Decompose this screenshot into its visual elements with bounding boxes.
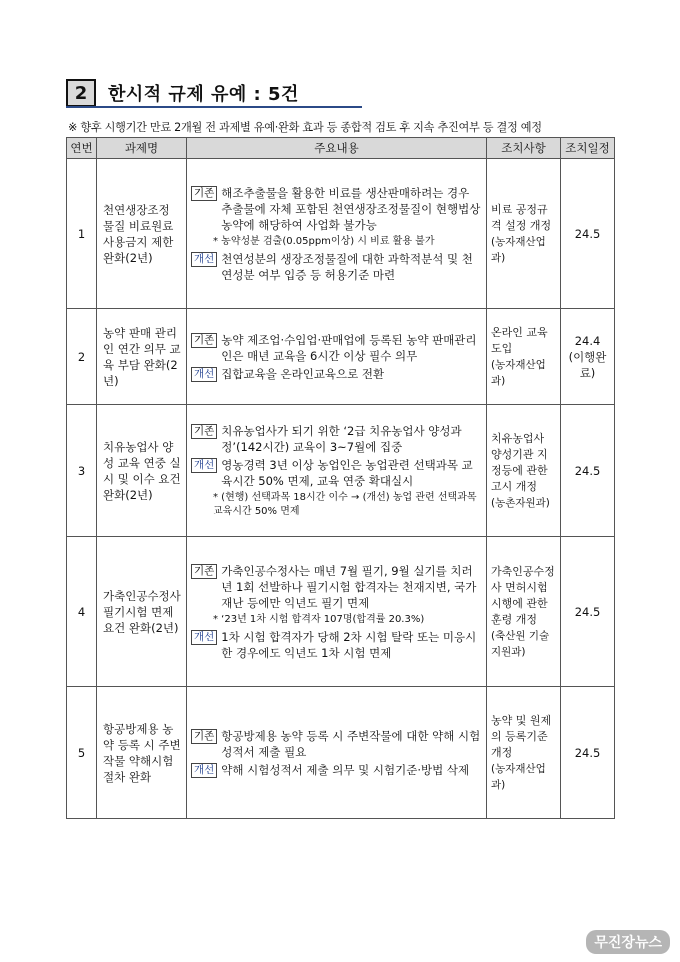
section-heading: [66, 78, 299, 108]
row-date: [561, 309, 615, 405]
improved-text: 1차 시험 합격자가 당해 2차 시험 탈락 또는 미응시한 경우에도 익년도 1차 시험 면제: [221, 629, 477, 660]
row-content: [187, 687, 487, 819]
date-text: 24.5: [574, 226, 601, 241]
improved-tag: 개선: [191, 252, 217, 267]
action-org: (농자재산업과): [491, 358, 546, 387]
current-tag: 기존: [191, 564, 217, 579]
watermark-logo: 무진장뉴스: [586, 930, 670, 954]
row-no: 4: [67, 537, 97, 687]
row-content: [187, 309, 487, 405]
current-tag: 기존: [191, 333, 217, 348]
header-name: 과제명: [97, 138, 187, 159]
date-text: 24.5: [574, 604, 601, 619]
row-date: [561, 159, 615, 309]
current-text: 해조추출물을 활용한 비료를 생산판매하려는 경우 추출물에 자체 포함된 천연생장조정물질이 현행법상 농약에 해당하여 사업화 불가능: [221, 185, 481, 232]
current-note: * 농약성분 검출(0.05ppm이상) 시 비료 활용 불가: [213, 235, 435, 247]
row-action: [487, 159, 561, 309]
action-org: (축산원 기술지원과): [491, 629, 550, 658]
table-row: [67, 405, 615, 537]
current-text: 농약 제조업·수입업·판매업에 등록된 농약 판매관리인은 매년 교육을 6시간 이상 필수 의무: [221, 332, 477, 363]
row-action: [487, 405, 561, 537]
header-date: 조치일정: [561, 138, 615, 159]
action-text: 비료 공정규격 설정 개정: [491, 202, 552, 232]
action-text: 온라인 교육 도입: [491, 325, 548, 355]
row-no: 3: [67, 405, 97, 537]
date-text: 24.5: [574, 463, 601, 478]
improved-text: 천연성분의 생장조정물질에 대한 과학적분석 및 천연성분 여부 입증 등 허용기준 마련: [221, 251, 473, 282]
action-text: 가축인공수정사 면허시험 시행에 관한 훈령 개정: [491, 564, 555, 626]
action-org: (농자재산업과): [491, 762, 546, 791]
row-name: 치유농업사 양성 교육 연중 실시 및 이수 요건 완화(2년): [97, 405, 187, 537]
improved-tag: 개선: [191, 630, 217, 645]
action-text: 농약 및 원제의 등록기준 개정: [491, 713, 552, 759]
section-title: 한시적 규제 유예 : 5건: [108, 84, 299, 105]
row-action: [487, 309, 561, 405]
improved-tag: 개선: [191, 763, 217, 778]
current-tag: 기존: [191, 186, 217, 201]
row-name: 항공방제용 농약 등록 시 주변작물 약해시험 절차 완화: [97, 687, 187, 819]
row-no: 1: [67, 159, 97, 309]
table-header-row: [67, 138, 615, 159]
current-tag: 기존: [191, 729, 217, 744]
row-name: 농약 판매 관리인 연간 의무 교육 부담 완화(2년): [97, 309, 187, 405]
header-content: 주요내용: [187, 138, 487, 159]
heading-underline: [66, 106, 362, 108]
action-org: (농자재산업과): [491, 235, 546, 264]
improved-note: * (현행) 선택과목 18시간 이수 → (개선) 농업 관련 선택과목 교육시간 50% 면제: [213, 491, 477, 517]
row-date: [561, 405, 615, 537]
row-content: [187, 537, 487, 687]
current-note: * ‘23년 1차 시험 합격자 107명(합격률 20.3%): [213, 613, 425, 625]
header-no: 연번: [67, 138, 97, 159]
date-text: 24.5: [574, 745, 601, 760]
date-note: (이행완료): [568, 349, 607, 380]
row-name: 가축인공수정사 필기시험 면제요건 완화(2년): [97, 537, 187, 687]
row-content: [187, 159, 487, 309]
improved-text: 약해 시험성적서 제출 의무 및 시험기준·방법 삭제: [221, 762, 470, 777]
row-name: 천연생장조정 물질 비료원료 사용금지 제한 완화(2년): [97, 159, 187, 309]
row-date: [561, 687, 615, 819]
row-content: [187, 405, 487, 537]
row-no: 5: [67, 687, 97, 819]
header-action: 조치사항: [487, 138, 561, 159]
regulation-table: [66, 137, 615, 819]
section-note: ※ 향후 시행기간 만료 2개월 전 과제별 유예·완화 효과 등 종합적 검토 후 지속 추진여부 등 결정 예정: [68, 121, 542, 134]
improved-text: 집합교육을 온라인교육으로 전환: [221, 366, 385, 381]
table-row: [67, 309, 615, 405]
row-no: 2: [67, 309, 97, 405]
row-action: [487, 687, 561, 819]
current-tag: 기존: [191, 424, 217, 439]
improved-tag: 개선: [191, 458, 217, 473]
table-row: [67, 537, 615, 687]
row-date: [561, 537, 615, 687]
action-org: (농촌자원과): [491, 496, 550, 509]
improved-tag: 개선: [191, 367, 217, 382]
table-row: [67, 687, 615, 819]
current-text: 치유농업사가 되기 위한 ‘2급 치유농업사 양성과정’(142시간) 교육이 3~7월에 집중: [221, 423, 462, 454]
row-action: [487, 537, 561, 687]
section-number: 2: [66, 79, 96, 107]
date-text: 24.4: [574, 333, 601, 348]
improved-text: 영농경력 3년 이상 농업인은 농업관련 선택과목 교육시간 50% 면제, 교육 연중 확대실시: [221, 457, 473, 488]
table-row: [67, 159, 615, 309]
current-text: 항공방제용 농약 등록 시 주변작물에 대한 약해 시험성적서 제출 필요: [221, 728, 481, 759]
current-text: 가축인공수정사는 매년 7월 필기, 9월 실기를 치러 년 1회 선발하나 필기시험 합격자는 천재지변, 국가재난 등에만 익년도 필기 면제: [221, 563, 477, 610]
action-text: 치유농업사 양성기관 지정등에 관한 고시 개정: [491, 431, 548, 493]
